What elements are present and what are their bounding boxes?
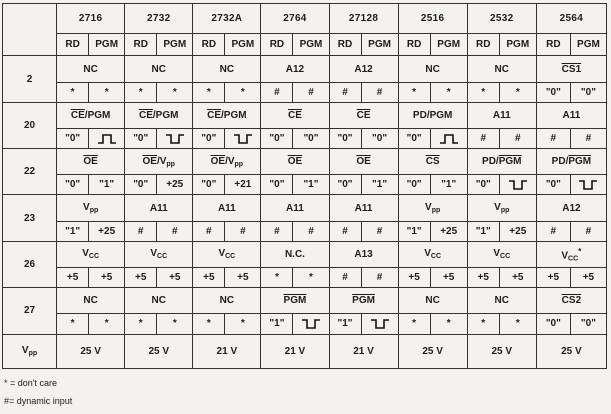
read-value: # [193, 221, 225, 241]
program-value: * [293, 268, 329, 288]
function-rest: /PGM [152, 109, 179, 121]
read-value: "0" [536, 82, 570, 102]
device-header: 2716 [57, 4, 125, 34]
function-subscript: CC [500, 253, 511, 261]
pin-function-row [3, 288, 607, 314]
pin-function [125, 149, 193, 175]
vpp-value: 25 V [57, 334, 125, 368]
corner-cell [3, 4, 57, 56]
pin-value-row [3, 314, 607, 334]
pin-function [329, 288, 398, 314]
function-subscript: pp [89, 207, 99, 215]
program-value: +5 [430, 268, 467, 288]
function-active-low-part: $\overline{PGM}$ [498, 156, 522, 168]
function-main: V [424, 248, 431, 260]
read-value: # [329, 82, 361, 102]
read-value: "0" [57, 175, 89, 195]
pin-function: NC [193, 288, 261, 314]
pin-function: A13 [329, 241, 398, 267]
program-value: * [225, 82, 261, 102]
pin-value-row [3, 128, 607, 148]
program-value [157, 128, 193, 148]
pin-function: NC [57, 56, 125, 82]
pin-function [261, 149, 329, 175]
read-value: * [261, 268, 293, 288]
pulse-low-icon [165, 133, 185, 145]
read-value: "0" [398, 128, 430, 148]
read-value: "0" [467, 175, 499, 195]
pulse-low-icon [233, 133, 253, 145]
function-main: V [82, 248, 89, 260]
program-value [361, 314, 398, 334]
program-value: "1" [89, 175, 125, 195]
program-value [570, 175, 606, 195]
program-value: +25 [157, 175, 193, 195]
read-value: +5 [57, 268, 89, 288]
read-value: "0" [261, 175, 293, 195]
function-main: V [494, 202, 501, 214]
pin-function: A11 [467, 102, 536, 128]
vpp-label-subscript: pp [28, 350, 38, 358]
vpp-value: 25 V [467, 334, 536, 368]
pulse-low-icon [370, 318, 390, 330]
device-header: 2532 [467, 4, 536, 34]
pin-number: 22 [3, 149, 57, 195]
read-value: "0" [193, 175, 225, 195]
read-value: "1" [261, 314, 293, 334]
program-value: +25 [499, 221, 536, 241]
vpp-label [3, 334, 57, 368]
read-value: +5 [467, 268, 499, 288]
function-main: V [561, 250, 569, 262]
program-value: * [430, 82, 467, 102]
program-value: # [499, 128, 536, 148]
pin-function-row [3, 102, 607, 128]
program-value: * [225, 314, 261, 334]
pin-function [193, 241, 261, 267]
header-row-devices [3, 4, 607, 34]
pin-value-row [3, 221, 607, 241]
device-header: 2732 [125, 4, 193, 34]
program-value [293, 314, 329, 334]
pin-function: A11 [329, 195, 398, 221]
read-value: * [467, 314, 499, 334]
pulse-high-icon [97, 133, 117, 145]
pin-function [57, 241, 125, 267]
pin-number: 20 [3, 102, 57, 148]
function-active-low: $\overline{PGM}$ [352, 295, 375, 307]
read-value: "0" [125, 175, 157, 195]
pin-function [536, 288, 606, 314]
legend-dynamic-input: #= dynamic input [4, 396, 73, 406]
function-subscript: CC [568, 255, 579, 263]
function-main: V [218, 248, 226, 260]
pin-function: A11 [193, 195, 261, 221]
vpp-value: 21 V [329, 334, 398, 368]
mode-rd: RD [398, 34, 430, 56]
device-header: 2564 [536, 4, 606, 34]
program-value: +5 [157, 268, 193, 288]
mode-rd: RD [329, 34, 361, 56]
eprom-pinout-table [2, 3, 607, 369]
program-value: "0" [570, 314, 606, 334]
vpp-value: 25 V [398, 334, 467, 368]
mode-pgm: PGM [430, 34, 467, 56]
pin-function: N.C. [261, 241, 329, 267]
vpp-value: 25 V [125, 334, 193, 368]
read-value: "0" [57, 128, 89, 148]
function-active-low: $\overline{PGM}$ [283, 295, 307, 307]
pin-function [398, 149, 467, 175]
function-active-low-part: $\overline{CE}$ [70, 109, 85, 121]
program-value: # [225, 221, 261, 241]
pin-function: NC [398, 56, 467, 82]
read-value: * [398, 314, 430, 334]
program-value: +5 [89, 268, 125, 288]
read-value: +5 [125, 268, 157, 288]
vpp-value: 21 V [193, 334, 261, 368]
pin-number: 23 [3, 195, 57, 241]
pin-function [57, 102, 125, 128]
mode-pgm: PGM [570, 34, 606, 56]
read-value: "0" [398, 175, 430, 195]
program-value: * [157, 314, 193, 334]
read-value: * [467, 82, 499, 102]
vpp-value: 21 V [261, 334, 329, 368]
function-active-low: $\overline{OE}$ [83, 156, 98, 168]
read-value: * [193, 82, 225, 102]
pin-function-row [3, 149, 607, 175]
device-header: 27128 [329, 4, 398, 34]
read-value: "1" [467, 221, 499, 241]
function-active-low-part: $\overline{PGM}$ [568, 156, 592, 168]
program-value: +5 [499, 268, 536, 288]
function-main: V [425, 202, 432, 214]
function-active-low-part: $\overline{CE}$ [139, 109, 153, 121]
program-value: # [361, 82, 398, 102]
pin-function [467, 241, 536, 267]
program-value: # [570, 128, 606, 148]
pin-function [261, 288, 329, 314]
function-active-low: $\overline{CS}$ [425, 156, 440, 168]
read-value: +5 [398, 268, 430, 288]
device-header: 2516 [398, 4, 467, 34]
function-active-low: $\overline{OE}$ [356, 156, 371, 168]
function-subscript: pp [234, 160, 244, 168]
pulse-low-icon [578, 179, 598, 191]
vpp-label-main: V [21, 345, 29, 357]
program-value: # [361, 268, 398, 288]
read-value: # [329, 221, 361, 241]
program-value: * [157, 82, 193, 102]
pin-function-row [3, 195, 607, 221]
pin-function: A11 [536, 102, 606, 128]
program-value: # [293, 221, 329, 241]
program-value: * [89, 314, 125, 334]
mode-rd: RD [125, 34, 157, 56]
program-value: +5 [570, 268, 606, 288]
pin-function: NC [57, 288, 125, 314]
pin-function [125, 241, 193, 267]
program-value [499, 175, 536, 195]
pin-function [398, 241, 467, 267]
pin-function [193, 102, 261, 128]
pulse-low-icon [508, 179, 528, 191]
function-main: V [493, 248, 501, 260]
mode-rd: RD [467, 34, 499, 56]
mode-pgm: PGM [499, 34, 536, 56]
mode-pgm: PGM [89, 34, 125, 56]
pin-function: A12 [261, 56, 329, 82]
read-value: "0" [329, 128, 361, 148]
pin-value-row [3, 82, 607, 102]
program-value: "1" [430, 175, 467, 195]
pin-function-row [3, 56, 607, 82]
function-active-low-part: $\overline{OE}$ [210, 155, 226, 167]
mode-pgm: PGM [361, 34, 398, 56]
pin-number: 2 [3, 56, 57, 102]
read-value: * [398, 82, 430, 102]
function-footnote: * [578, 246, 582, 257]
function-subscript: CC [157, 253, 168, 261]
pin-function: NC [398, 288, 467, 314]
pulse-high-icon [439, 133, 459, 145]
pin-function [467, 149, 536, 175]
pin-function: A11 [125, 195, 193, 221]
read-value: # [125, 221, 157, 241]
header-row-modes [3, 34, 607, 56]
pin-function [536, 56, 606, 82]
program-value: "1" [293, 175, 329, 195]
function-active-low-part: $\overline{CE}$ [207, 109, 222, 121]
function-subscript: pp [500, 207, 510, 215]
pin-function [193, 149, 261, 175]
program-value: # [570, 221, 606, 241]
function-active-low: $\overline{CE}$ [287, 109, 302, 121]
read-value: "0" [536, 314, 570, 334]
read-value: # [467, 128, 499, 148]
pin-function: A12 [536, 195, 606, 221]
vpp-value: 25 V [536, 334, 606, 368]
read-value: +5 [536, 268, 570, 288]
function-main: V [150, 248, 158, 260]
pin-number: 26 [3, 241, 57, 287]
read-value: "0" [125, 128, 157, 148]
mode-pgm: PGM [225, 34, 261, 56]
program-value [225, 128, 261, 148]
pin-function [125, 102, 193, 128]
vpp-row [3, 334, 607, 368]
program-value: # [293, 82, 329, 102]
pin-function: NC [467, 288, 536, 314]
read-value: * [57, 82, 89, 102]
program-value: +25 [89, 221, 125, 241]
pin-function: NC [125, 288, 193, 314]
function-main: V [83, 202, 90, 214]
program-value: +25 [430, 221, 467, 241]
read-value: # [536, 128, 570, 148]
pin-function [57, 195, 125, 221]
pin-function [57, 149, 125, 175]
program-value: # [361, 221, 398, 241]
function-plain-part: PD/ [551, 156, 569, 168]
read-value: "1" [57, 221, 89, 241]
program-value: "0" [293, 128, 329, 148]
pin-function: PD/PGM [398, 102, 467, 128]
mode-pgm: PGM [157, 34, 193, 56]
pin-function [398, 195, 467, 221]
pin-function [536, 149, 606, 175]
pin-function: NC [193, 56, 261, 82]
pulse-low-icon [301, 318, 321, 330]
program-value: +21 [225, 175, 261, 195]
read-value: # [536, 221, 570, 241]
read-value: "0" [329, 175, 361, 195]
function-active-low: $\overline{CE}$ [356, 109, 371, 121]
pin-function [261, 102, 329, 128]
pin-value-row [3, 268, 607, 288]
read-value: +5 [193, 268, 225, 288]
function-rest: /PGM [221, 109, 247, 121]
function-subscript: CC [430, 253, 442, 261]
mode-rd: RD [261, 34, 293, 56]
program-value [89, 128, 125, 148]
program-value: +5 [225, 268, 261, 288]
function-plain-part: PD/ [482, 156, 499, 168]
read-value: "1" [398, 221, 430, 241]
function-rest: /V [156, 155, 167, 167]
program-value: # [157, 221, 193, 241]
program-value: * [499, 82, 536, 102]
pin-value-row [3, 175, 607, 195]
pin-function [536, 241, 606, 267]
program-value: "0" [361, 128, 398, 148]
read-value: * [57, 314, 89, 334]
read-value: * [193, 314, 225, 334]
function-active-low-part: $\overline{OE}$ [142, 155, 157, 167]
function-active-low: CS2 [561, 295, 582, 307]
pin-function: NC [125, 56, 193, 82]
pin-function-row [3, 241, 607, 267]
read-value: # [329, 268, 361, 288]
function-subscript: CC [225, 253, 236, 261]
pin-function: NC [467, 56, 536, 82]
legend-dont-care: * = don't care [4, 378, 58, 388]
program-value: * [430, 314, 467, 334]
program-value: "1" [361, 175, 398, 195]
function-subscript: pp [166, 160, 175, 168]
pin-number: 27 [3, 288, 57, 334]
function-rest: /PGM [84, 109, 111, 121]
pin-function: A11 [261, 195, 329, 221]
read-value: "0" [261, 128, 293, 148]
function-active-low: $\overline{OE}$ [287, 156, 303, 168]
read-value: * [125, 82, 157, 102]
mode-rd: RD [57, 34, 89, 56]
pin-function [329, 149, 398, 175]
function-active-low: CS1 [561, 63, 582, 75]
read-value: * [125, 314, 157, 334]
function-subscript: pp [431, 207, 441, 215]
mode-rd: RD [193, 34, 225, 56]
read-value: # [261, 82, 293, 102]
mode-pgm: PGM [293, 34, 329, 56]
pin-function: A12 [329, 56, 398, 82]
read-value: # [261, 221, 293, 241]
function-subscript: CC [88, 253, 100, 261]
program-value [430, 128, 467, 148]
read-value: "0" [193, 128, 225, 148]
program-value: "0" [570, 82, 606, 102]
program-value: * [499, 314, 536, 334]
device-header: 2764 [261, 4, 329, 34]
read-value: "1" [329, 314, 361, 334]
pin-function [329, 102, 398, 128]
function-rest: /V [225, 155, 235, 167]
mode-rd: RD [536, 34, 570, 56]
read-value: "0" [536, 175, 570, 195]
device-header: 2732A [193, 4, 261, 34]
program-value: * [89, 82, 125, 102]
pin-function [467, 195, 536, 221]
